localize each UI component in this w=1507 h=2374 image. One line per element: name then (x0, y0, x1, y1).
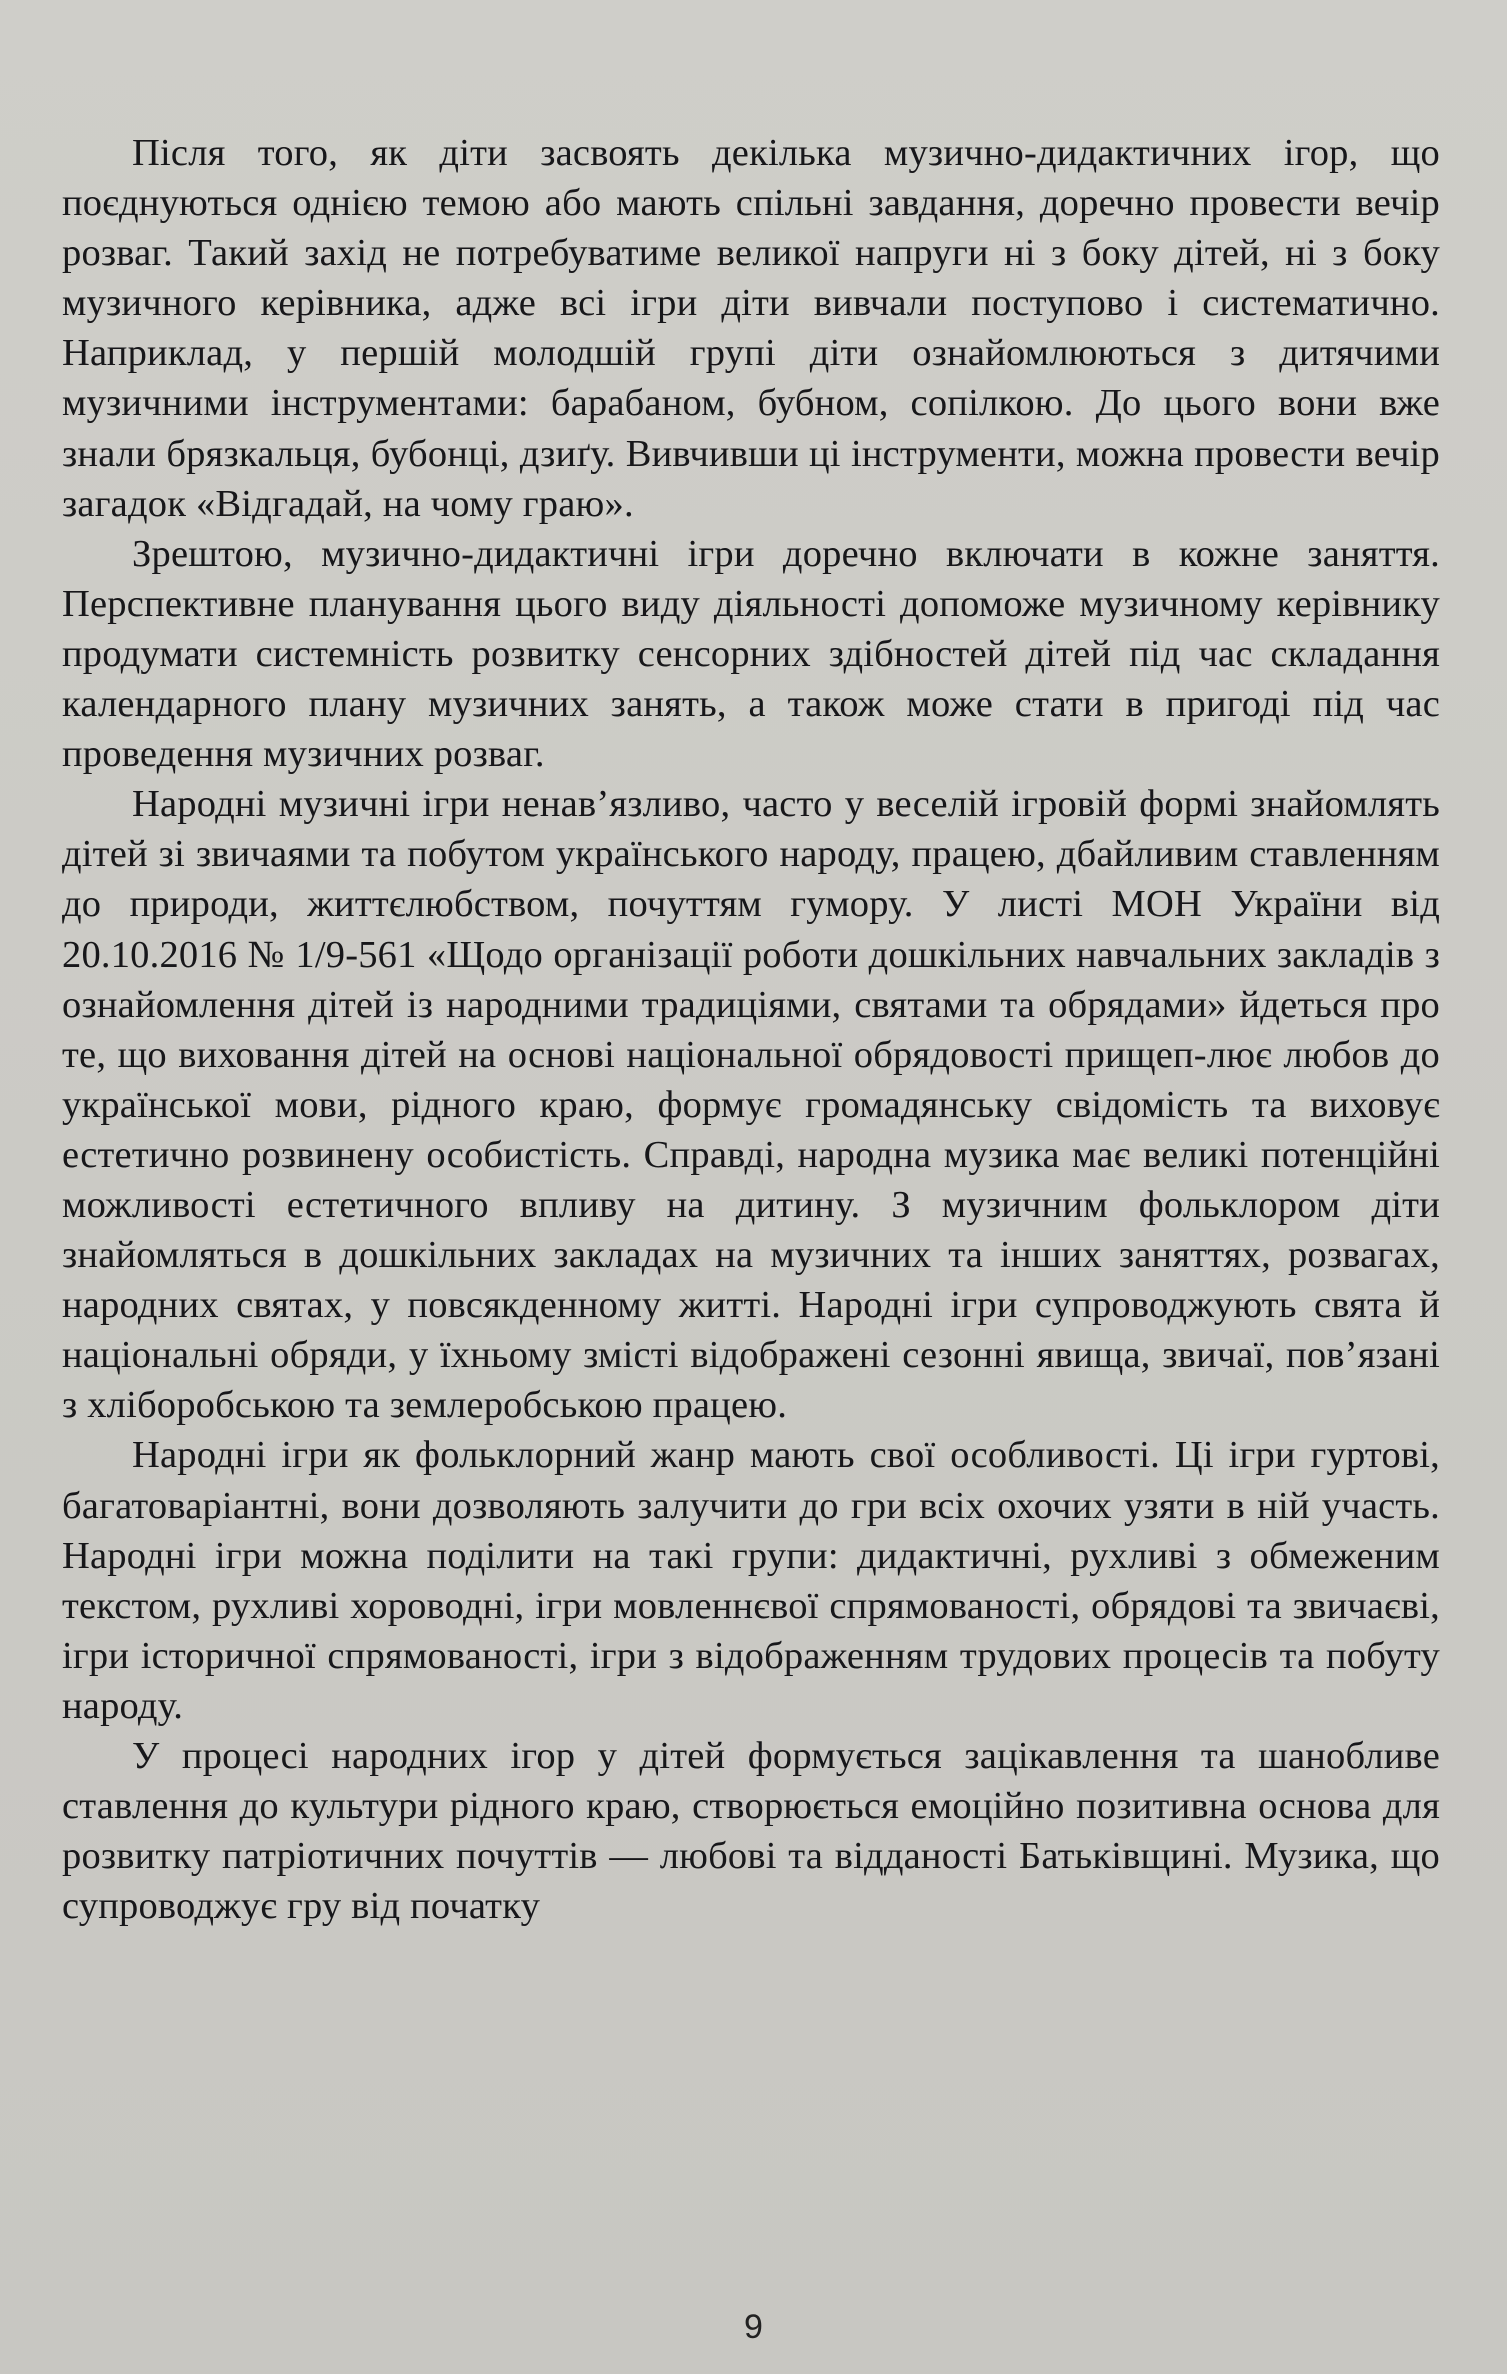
paragraph-2: Зрештою, музично-дидактичні ігри доречно включати в кожне заняття. Перспективне планування цього виду діяльності допоможе музичному керівнику продумати системність розвитку сенсорних здібностей дітей під час складання календарного плану музичних занять, а також може стати в пригоді під час проведення музичних розваг. (62, 532, 1440, 776)
paragraph-1: Після того, як діти засвоять декілька музично-дидактичних ігор, що поєднуються однією темою або мають спільні завдання, доречно провести вечір розваг. Такий захід не потребуватиме великої напруги ні з боку дітей, ні з боку музичного керівника, адже всі ігри діти вивчали поступово і систематично. Наприклад, у першій молодшій групі діти ознайомлюються з дитячими музичними інструментами: барабаном, бубном, сопілкою. До цього вони вже знали брязкальця, бубонці, дзиґу. Вивчивши ці інструменти, можна провести вечір загадок «Відгадай, на чому граю». (62, 132, 1440, 525)
paragraph-5: У процесі народних ігор у дітей формується зацікавлення та шанобливе ставлення до культури рідного краю, створюється емоційно позитивна основа для розвитку патріотичних почуттів — любові та відданості Батьківщині. Музика, що супроводжує гру від початку (62, 1735, 1440, 1928)
page-number: 9 (744, 2308, 763, 2346)
paragraph-4: Народні ігри як фольклорний жанр мають свої особливості. Ці ігри гуртові, багатоваріантні, вони дозволяють залучити до гри всіх охочих узяти в ній участь. Народні ігри можна поділити на такі групи: дидактичні, рухливі з обмеженим текстом, рухливі хороводні, ігри мовленнєвої спрямованості, обрядові та звичаєві, ігри історичної спрямованості, ігри з відображенням трудових процесів та побуту народу. (62, 1434, 1440, 1727)
body-text (62, 128, 1440, 1931)
paragraph-3: Народні музичні ігри ненав’язливо, часто у веселій ігровій формі знайомлять дітей зі звичаями та побутом українського народу, працею, дбайливим ставленням до природи, життєлюбством, почуттям гумору. У листі МОН України від 20.10.2016 № 1/9-561 «Щодо організації роботи дошкільних навчальних закладів з ознайомлення дітей із народними традиціями, святами та обрядами» йдеться про те, що виховання дітей на основі національної обрядовості прищеп-лює любов до української мови, рідного краю, формує громадянську свідомість та виховує естетично розвинену особистість. Справді, народна музика має великі потенційні можливості естетичного впливу на дитину. З музичним фольклором діти знайомляться в дошкільних закладах на музичних та інших заняттях, розвагах, народних святах, у повсякденному житті. Народні ігри супроводжують свята й національні обряди, у їхньому змісті відображені сезонні явища, звичаї, пов’язані з хліборобською та землеробською працею. (62, 783, 1440, 1427)
